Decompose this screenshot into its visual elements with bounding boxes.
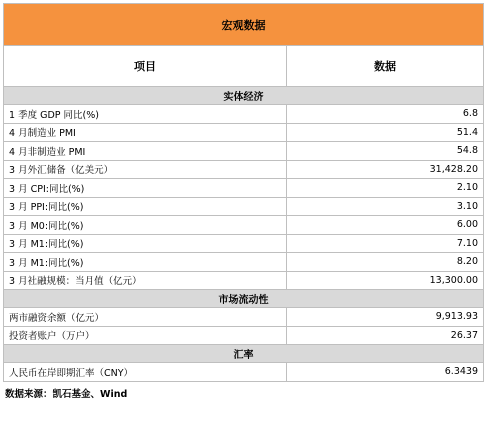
section-title: 市场流动性 [4,290,484,308]
row-value: 31,428.20 [287,160,484,179]
table-row [4,160,484,179]
row-value: 7.10 [287,234,484,253]
row-value: 2.10 [287,179,484,198]
table-row [4,216,484,235]
row-value: 8.20 [287,253,484,272]
row-label: 两市融资余额（亿元） [4,308,287,327]
table-row [4,253,484,272]
table-row [4,271,484,290]
table-row [4,142,484,161]
row-label: 4 月制造业 PMI [4,123,287,142]
row-value: 6.3439 [287,363,484,382]
table-row [4,179,484,198]
row-label: 3 月 M1:同比(%) [4,253,287,272]
table-title-row [4,4,484,46]
row-value: 26.37 [287,326,484,345]
table-row [4,308,484,327]
row-value: 3.10 [287,197,484,216]
section-title: 汇率 [4,345,484,363]
row-label: 4 月非制造业 PMI [4,142,287,161]
row-label: 人民币在岸即期汇率（CNY） [4,363,287,382]
row-label: 3 月社融规模：当月值（亿元） [4,271,287,290]
table-row [4,234,484,253]
row-value: 51.4 [287,123,484,142]
row-label: 3 月 PPI:同比(%) [4,197,287,216]
table-header-row [4,46,484,87]
row-value: 13,300.00 [287,271,484,290]
row-value: 6.00 [287,216,484,235]
row-label: 3 月外汇储备（亿美元） [4,160,287,179]
section-header-real-economy [4,87,484,105]
table-row [4,123,484,142]
row-value: 6.8 [287,105,484,124]
table-row [4,105,484,124]
macro-data-table [3,3,484,382]
macro-data-table-container [3,3,483,400]
header-item: 项目 [4,46,287,87]
row-label: 3 月 M1:同比(%) [4,234,287,253]
row-value: 54.8 [287,142,484,161]
data-source-note: 数据来源：凯石基金、Wind [5,388,128,400]
row-value: 9,913.93 [287,308,484,327]
table-row [4,363,484,382]
table-row [4,197,484,216]
row-label: 投资者账户（万户） [4,326,287,345]
row-label: 3 月 CPI:同比(%) [4,179,287,198]
table-row [4,326,484,345]
section-title: 实体经济 [4,87,484,105]
table-title: 宏观数据 [4,4,484,46]
header-data: 数据 [287,46,484,87]
row-label: 1 季度 GDP 同比(%) [4,105,287,124]
section-header-exchange-rate [4,345,484,363]
row-label: 3 月 M0:同比(%) [4,216,287,235]
section-header-market-liquidity [4,290,484,308]
